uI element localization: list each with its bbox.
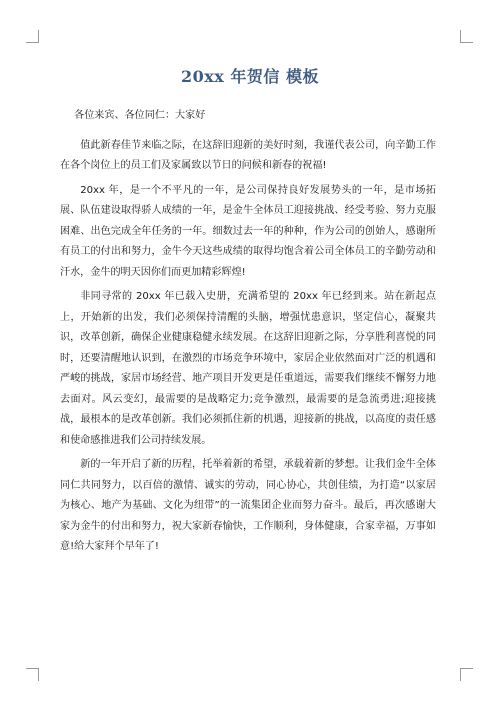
greeting-line: 各位来宾、各位同仁：大家好 xyxy=(74,110,206,121)
crop-mark-top-left xyxy=(26,30,39,43)
document-body xyxy=(60,106,436,562)
paragraph-2: 20xx 年，是一个不平凡的一年，是公司保持良好发展势头的一年，是市场拓展、队伍建设取得骄人成绩的一年，是金牛全体员工迎接挑战、经受考验、努力克服困难、出色完成全年任务的一年。细数过去一年的种种，作为公司的创始人，感谢所有员工的付出和努力，金牛今天这些成绩的取得均饱含着公司全体员工的辛勤劳动和汗水，金牛的明天因你们而更加精彩辉煌! xyxy=(60,184,436,278)
paragraph-3: 非同寻常的 20xx 年已载入史册，充满希望的 20xx 年已经到来。站在新起点上，开始新的出发，我们必须保持清醒的头脑，增强忧患意识，坚定信心，凝聚共识，改革创新，确保企业健康稳健永续发展。在这辞旧迎新之际，分享胜利喜悦的同时，还要清醒地认识到，在激烈的市场竞争环境中，家居企业依然面对广泛的机遇和严峻的挑战，家居市场经营、地产项目开发更是任重道远，需要我们继续不懈努力地去面对。风云变幻，最需要的是战略定力;竞争激烈，最需要的是急流勇进;迎接挑战，最根本的是改革创新。我们必须抓住新的机遇，迎接新的挑战，以高度的责任感和使命感推进我们公司持续发展。 xyxy=(60,291,436,446)
paragraph-1: 值此新春佳节来临之际，在这辞旧迎新的美好时刻，我谨代表公司，向辛勤工作在各个岗位上的员工们及家属致以节日的问候和新春的祝福! xyxy=(60,139,436,171)
crop-mark-top-right xyxy=(460,30,473,43)
paragraph-4: 新的一年开启了新的历程，托举着新的希望，承载着新的梦想。让我们金牛全体同仁共同努力，以百倍的激情、诚实的劳动，同心协心，共创佳绩，为打造“以家居为核心、地产为基础、文化为纽带”的一流集团企业而努力奋斗。最后，再次感谢大家为金牛的付出和努力，祝大家新春愉快，工作顺利，身体健康，合家幸福，万事如意!给大家拜个早年了! xyxy=(60,459,436,552)
crop-mark-bottom-right xyxy=(460,668,473,681)
document-title: 20xx 年贺信 模板 xyxy=(181,67,319,86)
crop-mark-bottom-left xyxy=(26,668,39,681)
